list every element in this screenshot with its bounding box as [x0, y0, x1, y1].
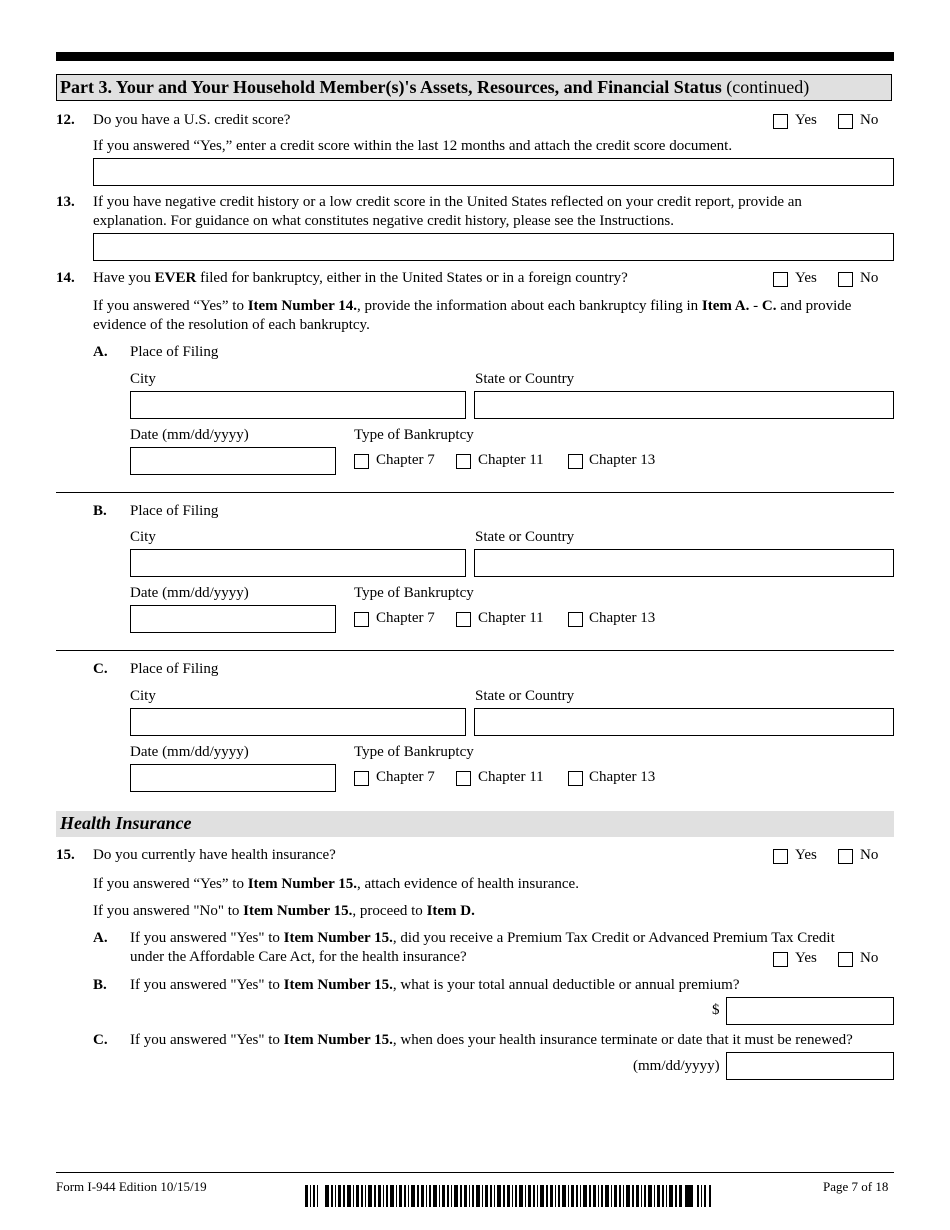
item-13-line2: explanation. For guidance on what constitutes negative credit history, please see the Instructions.	[93, 213, 674, 229]
bankruptcy-b-state-field[interactable]	[474, 549, 894, 577]
item-14-yes-label: Yes	[795, 270, 817, 286]
item-12-question: Do you have a U.S. credit score?	[93, 112, 291, 128]
part-title: Part 3. Your and Your Household Member(s)'s Assets, Resources, and Financial Status (continued)	[60, 77, 810, 97]
item-15-no-label: No	[860, 847, 879, 863]
item-14-instruction: If you answered “Yes” to Item Number 14., provide the information about each bankruptcy filing in Item A. - C. and provide	[93, 298, 852, 314]
item-12-no-label: No	[860, 112, 879, 128]
item-13-line1: If you have negative credit history or a low credit score in the United States reflected on your credit report, provide an	[93, 194, 802, 210]
bankruptcy-c-state-field[interactable]	[474, 708, 894, 736]
bankruptcy-c-city-field[interactable]	[130, 708, 466, 736]
bankruptcy-c-label: C.	[93, 661, 108, 677]
item-12-yes-label: Yes	[795, 112, 817, 128]
item-15a-question: If you answered "Yes" to Item Number 15., did you receive a Premium Tax Credit or Advanced Premium Tax Credit	[130, 930, 835, 946]
item-15-number: 15.	[56, 847, 75, 863]
item-15a-yes-label: Yes	[795, 950, 817, 966]
item-15a-no-label: No	[860, 950, 879, 966]
bankruptcy-a-date-field[interactable]	[130, 447, 336, 475]
item-14-no-label: No	[860, 270, 879, 286]
bankruptcy-a-chapter11-label: Chapter 11	[478, 452, 544, 468]
bankruptcy-a-city-label: City	[130, 371, 156, 387]
bankruptcy-c-chapter11-label: Chapter 11	[478, 769, 544, 785]
bankruptcy-b-date-field[interactable]	[130, 605, 336, 633]
bankruptcy-c-state-label: State or Country	[475, 688, 575, 704]
item-15-no-instruction: If you answered "No" to Item Number 15., proceed to Item D.	[93, 903, 475, 919]
bankruptcy-c-chapter11-checkbox[interactable]	[456, 771, 471, 786]
renewal-date-field[interactable]	[726, 1052, 894, 1080]
deductible-premium-field[interactable]	[726, 997, 894, 1025]
bankruptcy-b-place-label: Place of Filing	[130, 503, 219, 519]
bankruptcy-b-city-field[interactable]	[130, 549, 466, 577]
footer-form-edition: Form I-944 Edition 10/15/19	[56, 1179, 207, 1194]
bankruptcy-b-chapter13-label: Chapter 13	[589, 610, 656, 626]
bankruptcy-b-state-label: State or Country	[475, 529, 575, 545]
divider-a-b	[56, 492, 894, 493]
item-12-instruction: If you answered “Yes,” enter a credit score within the last 12 months and attach the credit score document.	[93, 138, 733, 154]
bankruptcy-c-chapter7-label: Chapter 7	[376, 769, 435, 785]
item-15-question: Do you currently have health insurance?	[93, 847, 336, 863]
top-rule	[56, 52, 894, 61]
bankruptcy-b-chapter7-label: Chapter 7	[376, 610, 435, 626]
item-14-question: Have you EVER filed for bankruptcy, either in the United States or in a foreign country?	[93, 270, 628, 286]
bankruptcy-a-chapter13-label: Chapter 13	[589, 452, 656, 468]
dollar-sign: $	[712, 1002, 720, 1018]
footer-rule	[56, 1172, 894, 1173]
bankruptcy-b-chapter11-checkbox[interactable]	[456, 612, 471, 627]
bankruptcy-b-chapter7-checkbox[interactable]	[354, 612, 369, 627]
credit-explanation-field[interactable]	[93, 233, 894, 261]
bankruptcy-b-date-label: Date (mm/dd/yyyy)	[130, 585, 249, 601]
bankruptcy-a-date-label: Date (mm/dd/yyyy)	[130, 427, 249, 443]
item-15c-label: C.	[93, 1032, 108, 1048]
bankruptcy-c-date-label: Date (mm/dd/yyyy)	[130, 744, 249, 760]
item-14-yes-checkbox[interactable]	[773, 272, 788, 287]
bankruptcy-b-label: B.	[93, 503, 107, 519]
bankruptcy-a-label: A.	[93, 344, 108, 360]
bankruptcy-a-chapter13-checkbox[interactable]	[568, 454, 583, 469]
item-15a-question-line2: under the Affordable Care Act, for the health insurance?	[130, 949, 467, 965]
item-12-no-checkbox[interactable]	[838, 114, 853, 129]
bankruptcy-b-city-label: City	[130, 529, 156, 545]
bankruptcy-a-type-label: Type of Bankruptcy	[354, 427, 474, 443]
health-insurance-title: Health Insurance	[60, 813, 192, 833]
item-15a-no-checkbox[interactable]	[838, 952, 853, 967]
renewal-date-hint: (mm/dd/yyyy)	[633, 1058, 720, 1074]
bankruptcy-c-chapter7-checkbox[interactable]	[354, 771, 369, 786]
item-15-yes-label: Yes	[795, 847, 817, 863]
bankruptcy-c-type-label: Type of Bankruptcy	[354, 744, 474, 760]
item-15-yes-instruction: If you answered “Yes” to Item Number 15., attach evidence of health insurance.	[93, 876, 579, 892]
item-14-number: 14.	[56, 270, 75, 286]
bankruptcy-a-place-label: Place of Filing	[130, 344, 219, 360]
bankruptcy-c-chapter13-label: Chapter 13	[589, 769, 656, 785]
item-12-number: 12.	[56, 112, 75, 128]
item-13-number: 13.	[56, 194, 75, 210]
item-15c-question: If you answered "Yes" to Item Number 15., when does your health insurance terminate or date that it must be renewed?	[130, 1032, 853, 1048]
bankruptcy-a-state-label: State or Country	[475, 371, 575, 387]
bankruptcy-c-date-field[interactable]	[130, 764, 336, 792]
bankruptcy-b-chapter13-checkbox[interactable]	[568, 612, 583, 627]
item-15a-label: A.	[93, 930, 108, 946]
item-15b-label: B.	[93, 977, 107, 993]
item-15-yes-checkbox[interactable]	[773, 849, 788, 864]
item-15-no-checkbox[interactable]	[838, 849, 853, 864]
bankruptcy-c-place-label: Place of Filing	[130, 661, 219, 677]
bankruptcy-a-city-field[interactable]	[130, 391, 466, 419]
item-14-instruction-line2: evidence of the resolution of each bankruptcy.	[93, 317, 370, 333]
barcode-icon	[305, 1185, 711, 1207]
item-15a-yes-checkbox[interactable]	[773, 952, 788, 967]
bankruptcy-a-chapter7-label: Chapter 7	[376, 452, 435, 468]
bankruptcy-b-type-label: Type of Bankruptcy	[354, 585, 474, 601]
footer-page-number: Page 7 of 18	[823, 1179, 889, 1194]
item-12-yes-checkbox[interactable]	[773, 114, 788, 129]
bankruptcy-a-state-field[interactable]	[474, 391, 894, 419]
bankruptcy-a-chapter11-checkbox[interactable]	[456, 454, 471, 469]
bankruptcy-a-chapter7-checkbox[interactable]	[354, 454, 369, 469]
bankruptcy-c-chapter13-checkbox[interactable]	[568, 771, 583, 786]
divider-b-c	[56, 650, 894, 651]
bankruptcy-b-chapter11-label: Chapter 11	[478, 610, 544, 626]
bankruptcy-c-city-label: City	[130, 688, 156, 704]
item-14-no-checkbox[interactable]	[838, 272, 853, 287]
credit-score-field[interactable]	[93, 158, 894, 186]
item-15b-question: If you answered "Yes" to Item Number 15., what is your total annual deductible or annual premium?	[130, 977, 740, 993]
